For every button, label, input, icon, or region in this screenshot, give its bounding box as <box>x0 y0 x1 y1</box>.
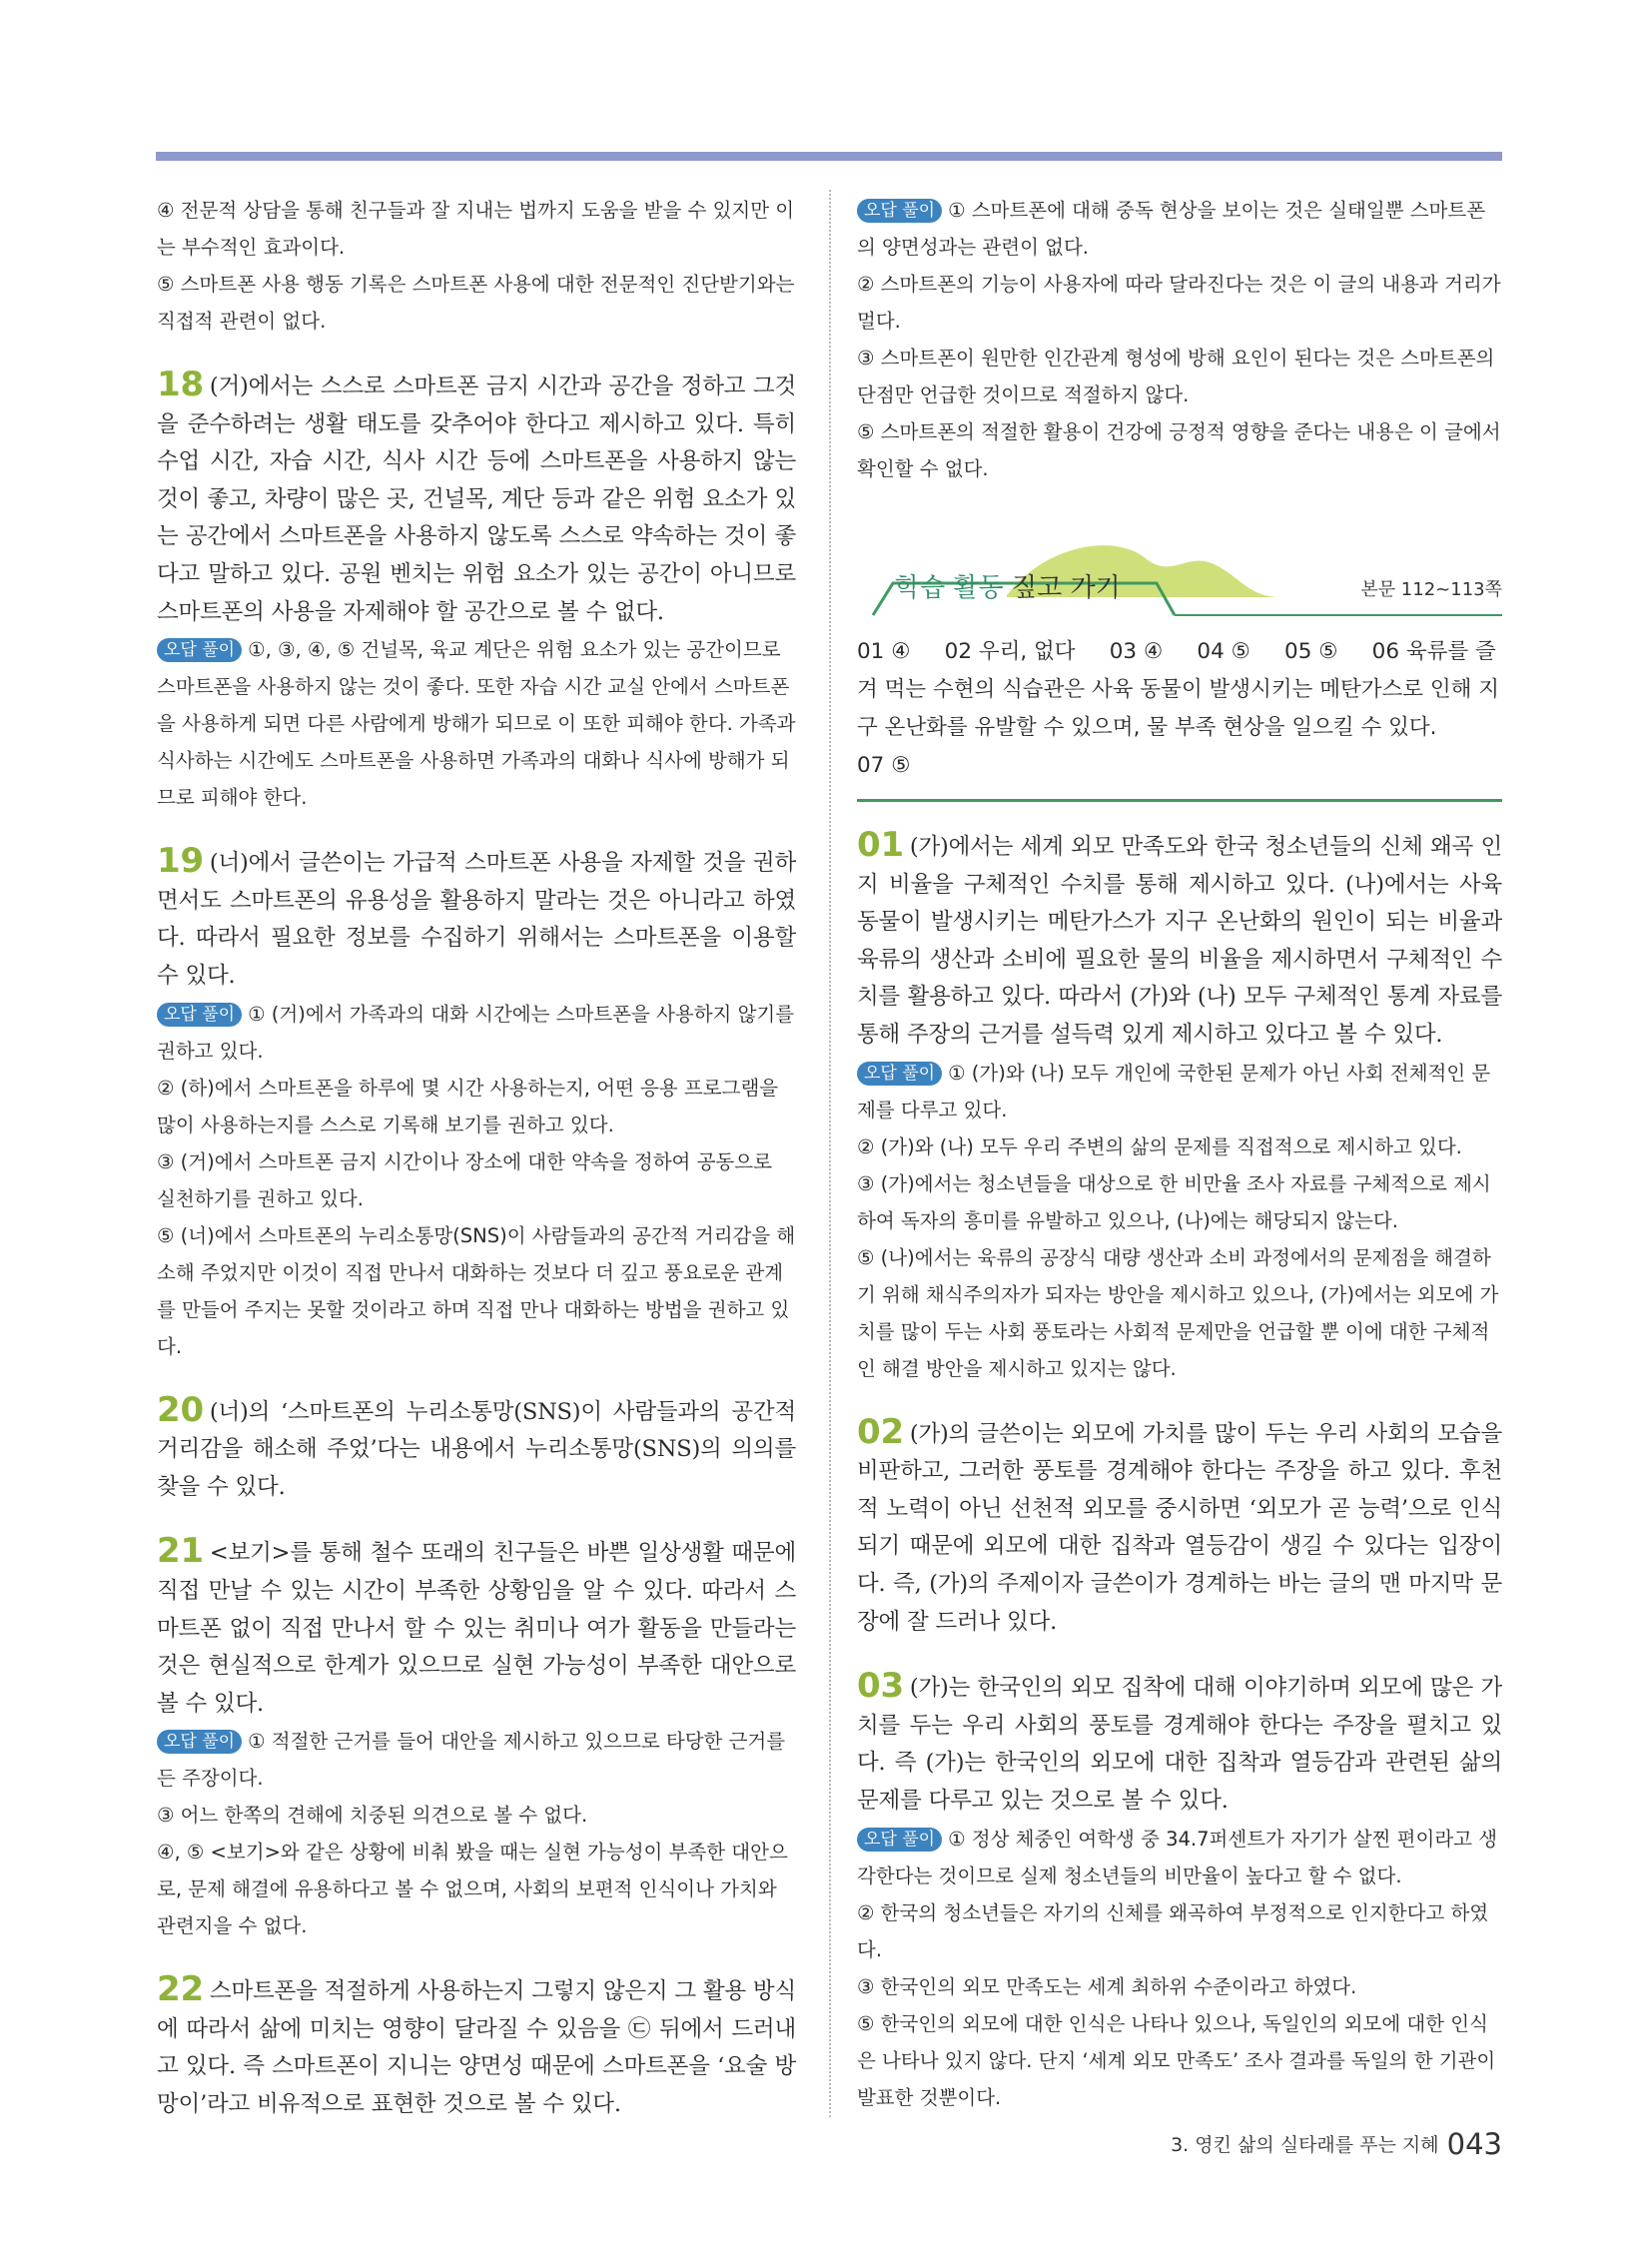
column-divider <box>829 190 831 2117</box>
wrong-answer-tag: 오답 풀이 <box>157 1003 242 1027</box>
question-18 <box>157 365 796 631</box>
explanation-text: ④, ⑤ <보기>와 같은 상황에 비춰 봤을 때는 실현 가능성이 부족한 대안으로, 문제 해결에 유용하다고 볼 수 없으며, 사회의 보편적 인식이나 가치와 관련지을 수 없다. <box>157 1841 788 1938</box>
explanation-text: ② (가)와 (나) 모두 우리 주변의 삶의 문제를 직접적으로 제시하고 있다. <box>857 1134 1462 1158</box>
page-reference: 본문 112~113쪽 <box>1360 579 1502 600</box>
wrong-answer-explanation <box>157 996 796 1070</box>
question-21 <box>157 1531 796 1723</box>
answer-item: 03 ④ <box>1109 639 1164 664</box>
explanation-text: ② 스마트폰의 기능이 사용자에 따라 달라진다는 것은 이 글의 내용과 거리가 멀다. <box>857 273 1501 333</box>
wrong-answer-tag: 오답 풀이 <box>157 1730 242 1754</box>
explanation-text: ② 한국의 청소년들은 자기의 신체를 왜곡하여 부정적으로 인지한다고 하였다. <box>857 1900 1489 1961</box>
activity-title-main: 학습 활동 <box>895 573 1004 603</box>
explanation-text: ⑤ 한국인의 외모에 대한 인식은 나타나 있으나, 독일인의 외모에 대한 인식은 나타나 있지 않다. 단지 ‘세계 외모 만족도’ 조사 결과를 독일의 한 기관이 발표한 것뿐이다. <box>857 2011 1496 2109</box>
question-03 <box>857 1666 1502 1820</box>
answer-item-number: 06 <box>1371 639 1400 664</box>
explanation-text: ⑤ 스마트폰의 적절한 활용이 건강에 긍정적 영향을 준다는 내용은 이 글에서 확인할 수 없다. <box>857 420 1501 480</box>
question-number: 03 <box>857 1666 904 1707</box>
activity-title <box>895 567 1121 604</box>
wrong-answer-tag: 오답 풀이 <box>157 638 242 662</box>
explanation-text: ⑤ (너)에서 스마트폰의 누리소통망(SNS)이 사람들과의 공간적 거리감을 해소해 주었지만 이것이 직접 만나서 대화하는 것보다 더 깊고 풍요로운 관계를 만들어 주지는 못할 것이라고 하며 직접 만나 대화하는 방법을 권하고 있다. <box>157 1223 796 1358</box>
explanation-text: ① 적절한 근거를 들어 대안을 제시하고 있으므로 타당한 근거를 든 주장이다. <box>157 1730 786 1791</box>
question-text: <보기>를 통해 철수 또래의 친구들은 바쁜 일상생활 때문에 직접 만날 수 있는 시간이 부족한 상황임을 알 수 있다. 따라서 스마트폰 없이 직접 만나서 할 수 있는 취미나 여가 활동을 만들라는 것은 현실적으로 한계가 있으므로 실현 가능성이 부족한 대안으로 볼 수 있다. <box>157 1540 796 1717</box>
question-22 <box>157 1969 796 2123</box>
explanation-text: ⑤ (나)에서는 육류의 공장식 대량 생산과 소비 과정에서의 문제점을 해결하기 위해 채식주의자가 되자는 방안을 제시하고 있으나, (가)에서는 외모에 가치를 많이 두는 사회 풍토라는 사회적 문제만을 언급할 뿐 이에 대한 구체적인 해결 방안을 제시하고 있지는 않다. <box>857 1245 1499 1380</box>
answer-item: 04 ⑤ <box>1197 639 1250 664</box>
explanation-text: ① 스마트폰에 대해 중독 현상을 보이는 것은 실태일뿐 스마트폰의 양면성과는 관련이 없다. <box>857 199 1486 259</box>
explanation-text: ①, ③, ④, ⑤ 건널목, 육교 계단은 위험 요소가 있는 공간이므로 스마트폰을 사용하지 않는 것이 좋다. 또한 자습 시간 교실 안에서 스마트폰을 사용하게 되면 다른 사람에게 방해가 되므로 이 또한 피해야 한다. 가족과 식사하는 시간에도 스마트폰을 사용하면 가족과의 대화나 식사에 방해가 되므로 피해야 한다. <box>157 638 796 810</box>
question-number: 19 <box>157 841 204 882</box>
explanation-text: ② (하)에서 스마트폰을 하루에 몇 시간 사용하는지, 어떤 응용 프로그램을 많이 사용하는지를 스스로 기록해 보기를 권하고 있다. <box>157 1076 779 1136</box>
explanation-text: ③ 한국인의 외모 만족도는 세계 최하위 수준이라고 하였다. <box>857 1974 1357 1998</box>
wrong-answer-explanation <box>157 631 796 816</box>
wrong-answer-explanation <box>857 192 1502 266</box>
question-text: (가)는 한국인의 외모 집착에 대해 이야기하며 외모에 많은 가치를 두는 우리 사회의 풍토를 경계해야 한다는 주장을 펼치고 있다. 즉 (가)는 한국인의 외모에 대한 집착과 열등감과 관련된 삶의 문제를 다루고 있는 것으로 볼 수 있다. <box>857 1675 1502 1814</box>
page-number: 043 <box>1446 2127 1502 2161</box>
question-19 <box>157 841 796 995</box>
question-text: (너)의 ‘스마트폰의 누리소통망(SNS)이 사람들과의 공간적 거리감을 해소해 주었’다는 내용에서 누리소통망(SNS)의 의의를 찾을 수 있다. <box>157 1398 796 1500</box>
question-number: 01 <box>857 825 904 865</box>
explanation-text: ③ 스마트폰이 원만한 인간관계 형성에 방해 요인이 된다는 것은 스마트폰의 단점만 언급한 것이므로 적절하지 않다. <box>857 347 1495 406</box>
answer-item: 02 우리, 없다 <box>944 639 1076 664</box>
left-column <box>157 192 796 2124</box>
wrong-answer-explanation <box>857 1055 1502 1128</box>
question-20 <box>157 1389 796 1507</box>
question-text: (가)의 글쓴이는 외모에 가치를 많이 두는 우리 사회의 모습을 비판하고, 그러한 풍토를 경계해야 한다는 주장을 하고 있다. 후천적 노력이 아닌 선천적 외모를 중시하면 ‘외모가 곧 능력’으로 인식되기 때문에 외모에 대한 집착과 열등감이 생길 수 있다는 입장이다. 즉, (가)의 주제이자 글쓴이가 경계하는 바는 글의 맨 마지막 문장에 잘 드러나 있다. <box>857 1420 1502 1635</box>
question-number: 22 <box>157 1969 204 2010</box>
answer-item: 07 ⑤ <box>857 753 911 778</box>
right-column <box>857 192 1502 2116</box>
question-text: 스마트폰을 적절하게 사용하는지 그렇지 않은지 그 활용 방식에 따라서 삶에 미치는 영향이 달라질 수 있음을 ㉢ 뒤에서 드러내고 있다. 즉 스마트폰이 지니는 양면성 때문에 스마트폰을 ‘요술 방망이’라고 비유적으로 표현한 것으로 볼 수 있다. <box>157 1978 796 2118</box>
explanation-text: ① 정상 체중인 여학생 중 34.7퍼센트가 자기가 살찐 편이라고 생각한다는 것이므로 실제 청소년들의 비만율이 높다고 할 수 없다. <box>857 1827 1498 1887</box>
question-01 <box>857 825 1502 1055</box>
question-number: 20 <box>157 1389 204 1430</box>
wrong-answer-tag: 오답 풀이 <box>857 199 942 223</box>
explanation-text: ① (가)와 (나) 모두 개인에 국한된 문제가 아닌 사회 전체적인 문제를 다루고 있다. <box>857 1061 1491 1121</box>
question-text: (너)에서 글쓴이는 가급적 스마트폰 사용을 자제할 것을 권하면서도 스마트폰의 유용성을 활용하지 말라는 것은 아니라고 하였다. 따라서 필요한 정보를 수집하기 위해서는 스마트폰을 이용할 수 있다. <box>157 850 796 989</box>
page-footer <box>1171 2127 1502 2161</box>
wrong-answer-tag: 오답 풀이 <box>857 1828 942 1852</box>
explanation-text: ① (거)에서 가족과의 대화 시간에는 스마트폰을 사용하지 않기를 권하고 있다. <box>157 1002 795 1063</box>
explanation-text: ③ (가)에서는 청소년들을 대상으로 한 비만율 조사 자료를 구체적으로 제시하여 독자의 흥미를 유발하고 있으나, (나)에는 해당되지 않는다. <box>857 1171 1491 1232</box>
wrong-answer-explanation <box>157 1723 796 1797</box>
answer-item: 05 ⑤ <box>1284 639 1338 664</box>
question-number: 18 <box>157 365 204 404</box>
answer-item: 01 ④ <box>857 639 911 664</box>
activity-header <box>857 523 1502 633</box>
answer-note: ④ 전문적 상담을 통해 친구들과 잘 지내는 법까지 도움을 받을 수 있지만 이는 부수적인 효과이다. <box>157 199 795 259</box>
activity-title-sub: 짚고 가기 <box>1003 573 1121 603</box>
chapter-title: 3. 영킨 삶의 실타래를 푸는 지혜 <box>1171 2134 1439 2156</box>
activity-answers <box>857 633 1502 747</box>
answer-note: ⑤ 스마트폰 사용 행동 기록은 스마트폰 사용에 대한 전문적인 진단받기와는 직접적 관련이 없다. <box>157 273 795 333</box>
answer-item: 육류를 즐겨 먹는 수현의 식습관은 사육 동물이 발생시키는 메탄가스로 인해 지구 온난화를 유발할 수 있으며, 물 부족 현상을 일으킬 수 있다. <box>857 639 1500 740</box>
question-number: 02 <box>857 1411 904 1452</box>
question-text: (가)에서는 세계 외모 만족도와 한국 청소년들의 신체 왜곡 인지 비율을 구체적인 수치를 통해 제시하고 있다. (나)에서는 사육 동물이 발생시키는 메탄가스가 지구 온난화의 원인이 되는 비율과 육류의 생산과 소비에 필요한 물의 비율을 제시하면서 구체적인 수치를 활용하고 있다. 따라서 (가)와 (나) 모두 구체적인 통계 자료를 통해 주장의 근거를 설득력 있게 제시하고 있다고 볼 수 있다. <box>857 834 1502 1048</box>
explanation-text: ③ (거)에서 스마트폰 금지 시간이나 장소에 대한 약속을 정하여 공동으로 실천하기를 권하고 있다. <box>157 1149 772 1210</box>
question-number: 21 <box>157 1531 204 1572</box>
top-rule <box>156 152 1502 161</box>
wrong-answer-explanation <box>857 1821 1502 1894</box>
question-02 <box>857 1411 1502 1642</box>
section-rule <box>857 799 1502 802</box>
wrong-answer-tag: 오답 풀이 <box>857 1062 942 1086</box>
question-text: (거)에서는 스스로 스마트폰 금지 시간과 공간을 정하고 그것을 준수하려는 생활 태도를 갖추어야 한다고 제시하고 있다. 특히 수업 시간, 자습 시간, 식사 시간 등에 스마트폰을 사용하지 않는 것이 좋고, 차량이 많은 곳, 건널목, 계단 등과 같은 위험 요소가 있는 공간에서 스마트폰을 사용하지 않도록 스스로 약속하는 것이 좋다고 말하고 있다. 공원 벤치는 위험 요소가 있는 공간이 아니므로 스마트폰의 사용을 자제해야 할 공간으로 볼 수 없다. <box>157 374 796 625</box>
explanation-text: ③ 어느 한쪽의 견해에 치중된 의견으로 볼 수 없다. <box>157 1804 588 1828</box>
